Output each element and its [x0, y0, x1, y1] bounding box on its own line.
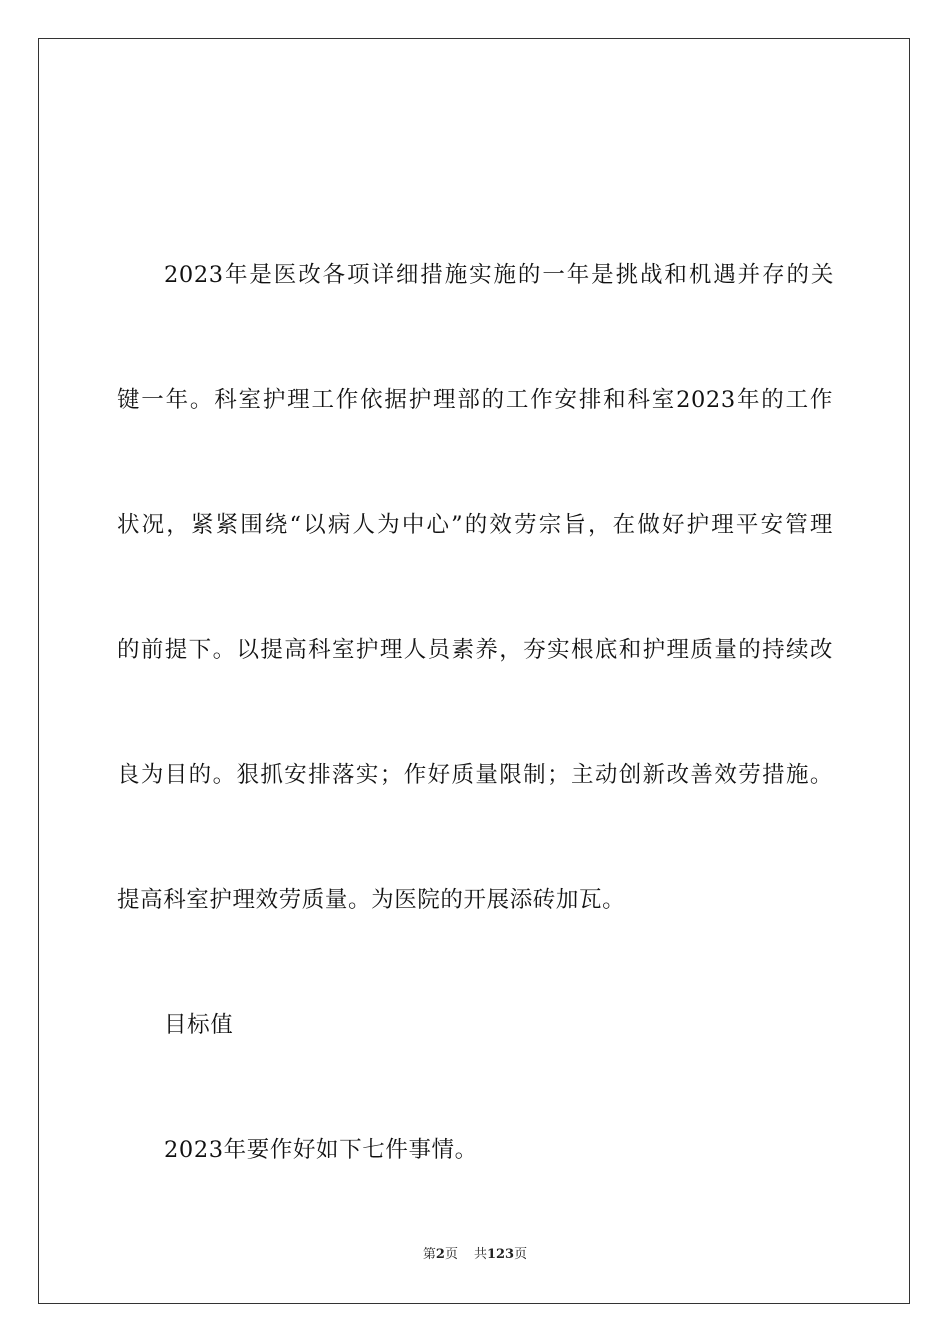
page-footer	[0, 1246, 950, 1264]
page-label-prefix: 第	[422, 1247, 436, 1262]
page-number: 2	[435, 1247, 445, 1262]
paragraph-1-line-1: 2023年是医改各项详细措施实施的一年是挑战和机遇并存的关	[164, 262, 834, 288]
paragraph-1-line-6: 提高科室护理效劳质量。为医院的开展添砖加瓦。	[117, 887, 626, 913]
paragraph-1-line-3: 状况，紧紧围绕“以病人为中心”的效劳宗旨，在做好护理平安管理	[117, 512, 833, 538]
total-pages: 123	[486, 1247, 515, 1262]
paragraph-1-line-4: 的前提下。以提高科室护理人员素养，夯实根底和护理质量的持续改	[117, 637, 833, 663]
total-label-suffix: 页	[514, 1247, 528, 1262]
page-border	[38, 38, 910, 1304]
paragraph-2: 2023年要作好如下七件事情。	[164, 1137, 478, 1163]
total-label-prefix: 共	[473, 1247, 487, 1262]
paragraph-1-line-5: 良为目的。狠抓安排落实；作好质量限制；主动创新改善效劳措施。	[117, 762, 833, 788]
page-label-suffix: 页	[444, 1247, 458, 1262]
section-heading-target: 目标值	[164, 1012, 234, 1038]
paragraph-1-line-2: 键一年。科室护理工作依据护理部的工作安排和科室2023年的工作	[117, 387, 833, 413]
